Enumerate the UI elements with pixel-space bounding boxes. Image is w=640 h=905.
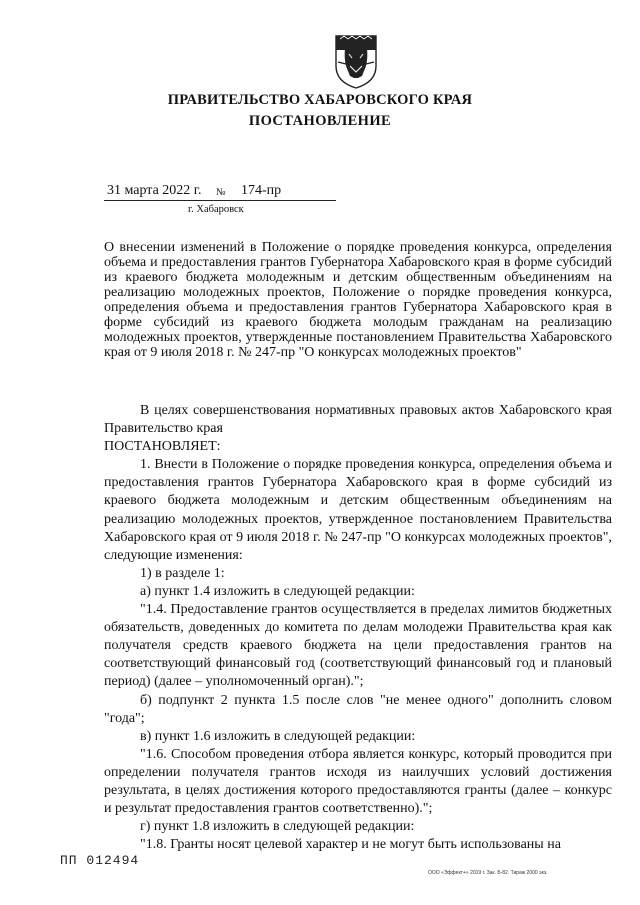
form-serial-number: ПП 012494 — [60, 853, 140, 868]
date-underline — [104, 200, 336, 201]
decree-subject: О внесении изменений в Положение о порядке проведения конкурса, определения объема и предоставления грантов Губернатора Хабаровского края в форме субсидий из краевого бюджета молодежным и детским общественным объединениям на реализацию молодежных проектов, Положение о порядке проведения конкурса, определения объема и предоставления грантов Губернатора Хабаровского края в форме субсидий из краевого бюджета молодым гражданам на реализацию молодежных проектов, утвержденные постановлением Правительства Хабаровского края от 9 июля 2018 г. № 247-пр "О конкурсах молодежных проектов" — [104, 240, 612, 360]
city: г. Хабаровск — [188, 204, 244, 215]
coat-of-arms-icon — [332, 32, 380, 90]
body-paragraph: 1) в разделе 1: — [140, 565, 225, 581]
decree-body — [104, 402, 612, 854]
resolution-word: ПОСТАНОВЛЯЕТ: — [104, 439, 221, 455]
body-paragraph: "1.8. Гранты носят целевой характер и не могут быть использованы на — [140, 837, 561, 853]
body-paragraph: а) пункт 1.4 изложить в следующей редакции: — [140, 583, 415, 599]
government-title: ПРАВИТЕЛЬСТВО ХАБАРОВСКОГО КРАЯ — [167, 92, 473, 108]
body-paragraph: 1. Внести в Положение о порядке проведения конкурса, определения объема и предоставления грантов Губернатора Хабаровского края в форме субсидий из краевого бюджета молодежным и детским общественным объединениям на реализацию молодежных проектов, утвержденное постановлением Правительства Хабаровского края от 9 июля 2018 г. № 247-пр "О конкурсах молодежных проектов", следующие изменения: — [104, 457, 612, 563]
body-paragraph: в) пункт 1.6 изложить в следующей редакции: — [140, 728, 416, 744]
body-paragraph: г) пункт 1.8 изложить в следующей редакции: — [140, 819, 415, 835]
printer-imprint: ООО «Эффект+» 2019 г. Зак. Б-82. Тираж 2000 экз. — [428, 870, 548, 876]
body-paragraph: "1.6. Способом проведения отбора является конкурс, который проводится при определении получателя грантов исходя из наилучших условий достижения результата, в целях достижения которого предоставляются гранты (далее – конкурс и результат предоставления грантов соответственно)."; — [104, 746, 612, 817]
decree-number: 174-пр — [241, 183, 282, 198]
number-label: № — [216, 187, 226, 198]
body-paragraph: "1.4. Предоставление грантов осуществляется в пределах лимитов бюджетных обязательств, доведенных до комитета по делам молодежи Правительства края как получателя средств краевого бюджета на цели предоставления грантов на соответствующий финансовый год (соответствующий финансовый год и плановый период) (далее – уполномоченный орган)."; — [104, 602, 612, 690]
decree-date: 31 марта 2022 г. — [107, 183, 202, 198]
body-paragraph: б) подпункт 2 пункта 1.5 после слов "не менее одного" дополнить словом "года"; — [104, 692, 612, 726]
document-type: ПОСТАНОВЛЕНИЕ — [248, 113, 392, 129]
body-paragraph: В целях совершенствования нормативных правовых актов Хабаровского края Правительство края — [104, 403, 612, 437]
